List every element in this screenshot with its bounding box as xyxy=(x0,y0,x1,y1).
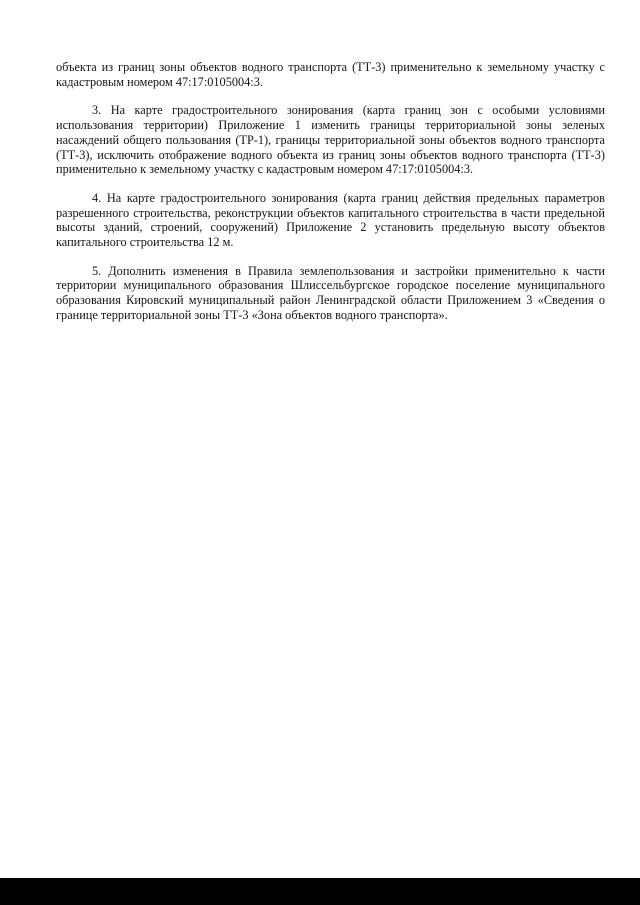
scan-bottom-edge xyxy=(0,878,640,905)
paragraph-continuation: объекта из границ зоны объектов водного транспорта (ТТ-3) применительно к земельному участку с кадастровым номером 47:17:0105004:3. xyxy=(56,60,605,89)
paragraph-item-4: 4. На карте градостроительного зонирования (карта границ действия предельных параметров разрешенного строительства, реконструкции объектов капитального строительства в части предельной высоты зданий, строений, сооружений) Приложение 2 установить предельную высоту объектов капитального строительства 12 м. xyxy=(56,190,605,250)
paragraph-item-3: 3. На карте градостроительного зонирования (карта границ зон с особыми условиями использования территории) Приложение 1 изменить границы территориальной зоны зеленых насаждений общего пользования (ТР-1), границы территориальной зоны объектов водного транспорта (ТТ-3), исключить отображение водного объекта из границ зоны объектов водного транспорта (ТТ-3) применительно к земельному участку с кадастровым номером 47:17:0105004:3. xyxy=(56,103,605,177)
document-body xyxy=(56,60,605,337)
paragraph-item-5: 5. Дополнить изменения в Правила землепользования и застройки применительно к части территории муниципального образования Шлиссельбургское городское поселение муниципального образования Кировский муниципальный район Ленинградской области Приложением 3 «Сведения о границе территориальной зоны ТТ-3 «Зона объектов водного транспорта». xyxy=(56,263,605,322)
